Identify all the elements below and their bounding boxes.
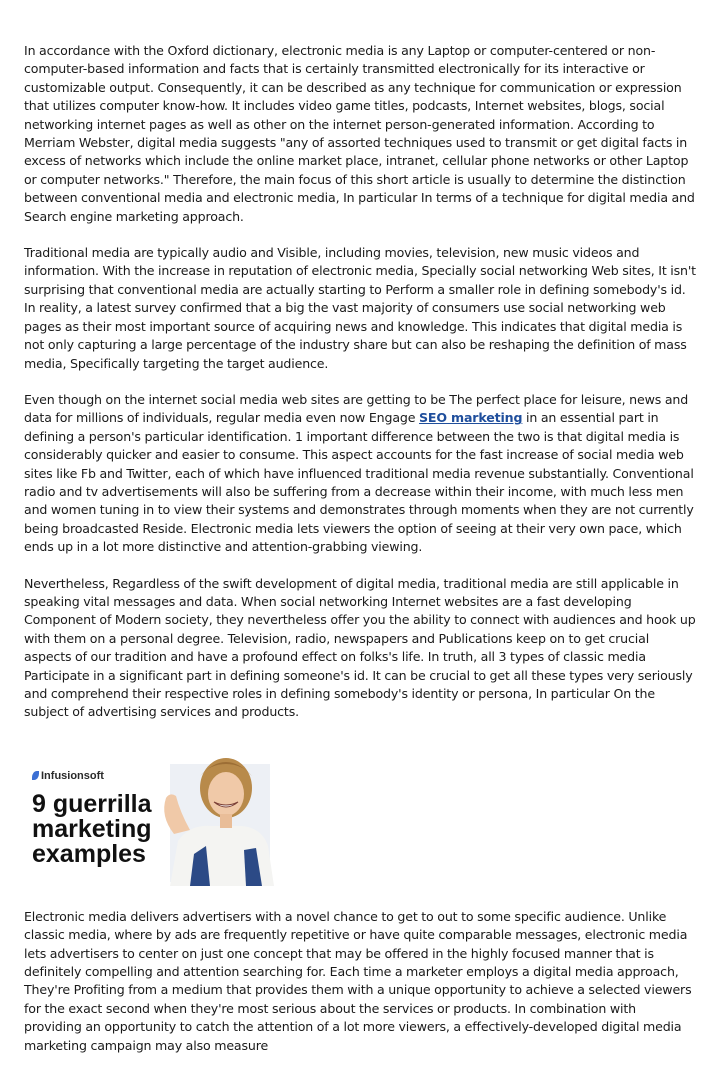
paragraph-2: Traditional media are typically audio and Visible, including movies, television, new music videos and information. With the increase in reputation of electronic media, Specially social networking Web sites, It isn't surprising that conventional media are actually starting to Perform a smaller role in defining somebody's id. In reality, a latest survey confirmed that a big the vast majority of consumers use social networking web pages as their most important source of acquiring news and knowledge. This indicates that digital media is not only capturing a large percentage of the industry share but can also be reshaping the definition of mass media, Specifically targeting the target audience.	[24, 245, 696, 371]
paragraph-3-text-after: in an essential part in defining a person's particular identification. 1 important difference between the two is that digital media is considerably quicker and easier to consume. This aspect accounts for the fast increase of social media web sites like Fb and Twitter, each of which have influenced traditional media revenue substantially. Conventional radio and tv advertisements will also be suffering from a decrease within their income, with much less men and women tuning in to view their systems and demonstrates through moments when they are not currently being broadcasted Reside. Electronic media lets viewers the option of seeing at their very own pace, which ends up in a lot more distinctive and attention-grabbing viewing.	[24, 410, 694, 555]
promo-headline	[32, 789, 192, 868]
headline-line-1: 9 guerrilla	[32, 789, 152, 818]
paragraph-5: Electronic media delivers advertisers with a novel chance to get to out to some specific audience. Unlike classic media, where by ads are frequently repetitive or have quite comparable messages, electronic media lets advertisers to center on just one concept that may be offered in the highly focused manner that is definitely compelling and attention searching for. Each time a marketer employs a digital media approach, They're Profiting from a medium that provides them with a unique opportunity to achieve a selected viewers for the exact second when they're most serious about the services or products. In combination with providing an opportunity to catch the attention of a lot more viewers, a effectively-developed digital media marketing campaign may also measure	[24, 908, 692, 1053]
infusionsoft-logo	[32, 770, 104, 782]
headline-line-2: marketing	[32, 814, 152, 843]
paragraph-4: Nevertheless, Regardless of the swift development of digital media, traditional media are still applicable in speaking vital messages and data. When social networking Internet websites are a fast developing Component of Modern society, they nevertheless offer you the ability to connect with audiences and hook up with them on a personal degree. Television, radio, newspapers and Publications keep on to get crucial aspects of our tradition and have a profound effect on folks's life. In truth, all 3 types of classic media Participate in a significant part in defining someone's id. It can be crucial to get all these types very seriously and comprehend their respective roles in defining somebody's identity or persona, In particular On the subject of advertising services and products.	[24, 575, 696, 720]
paragraph-1: In accordance with the Oxford dictionary, electronic media is any Laptop or computer-centered or non-computer-based information and facts that is certainly transmitted electronically for its interactive or customizable output. Consequently, it can be described as any technique for communication or expression that utilizes computer know-how. It includes video game titles, podcasts, Internet websites, blogs, social networking internet pages as well as other on the internet person-generated information. According to Merriam Webster, digital media suggests "any of assorted techniques used to transmit or get digital facts in excess of networks which include the online market place, intranet, cellular phone networks or other Laptop or computer networks." Therefore, the main focus of this short article is usually to determine the distinction between conventional media and electronic media, In particular In terms of a technique for digital media and Search engine marketing approach.	[24, 43, 695, 224]
paragraph-3	[24, 391, 696, 557]
guerrilla-marketing-promo-image	[32, 746, 280, 886]
headline-line-3: examples	[32, 839, 146, 868]
leaf-icon	[32, 771, 39, 780]
paragraph-3-text-before: Even though on the internet social media web sites are getting to be The perfect place for leisure, news and data for millions of individuals, regular media even now Engage	[24, 391, 689, 426]
seo-marketing-link[interactable]: SEO marketing	[419, 410, 523, 426]
logo-text: Infusionsoft	[41, 769, 104, 782]
article-body	[24, 42, 696, 1073]
